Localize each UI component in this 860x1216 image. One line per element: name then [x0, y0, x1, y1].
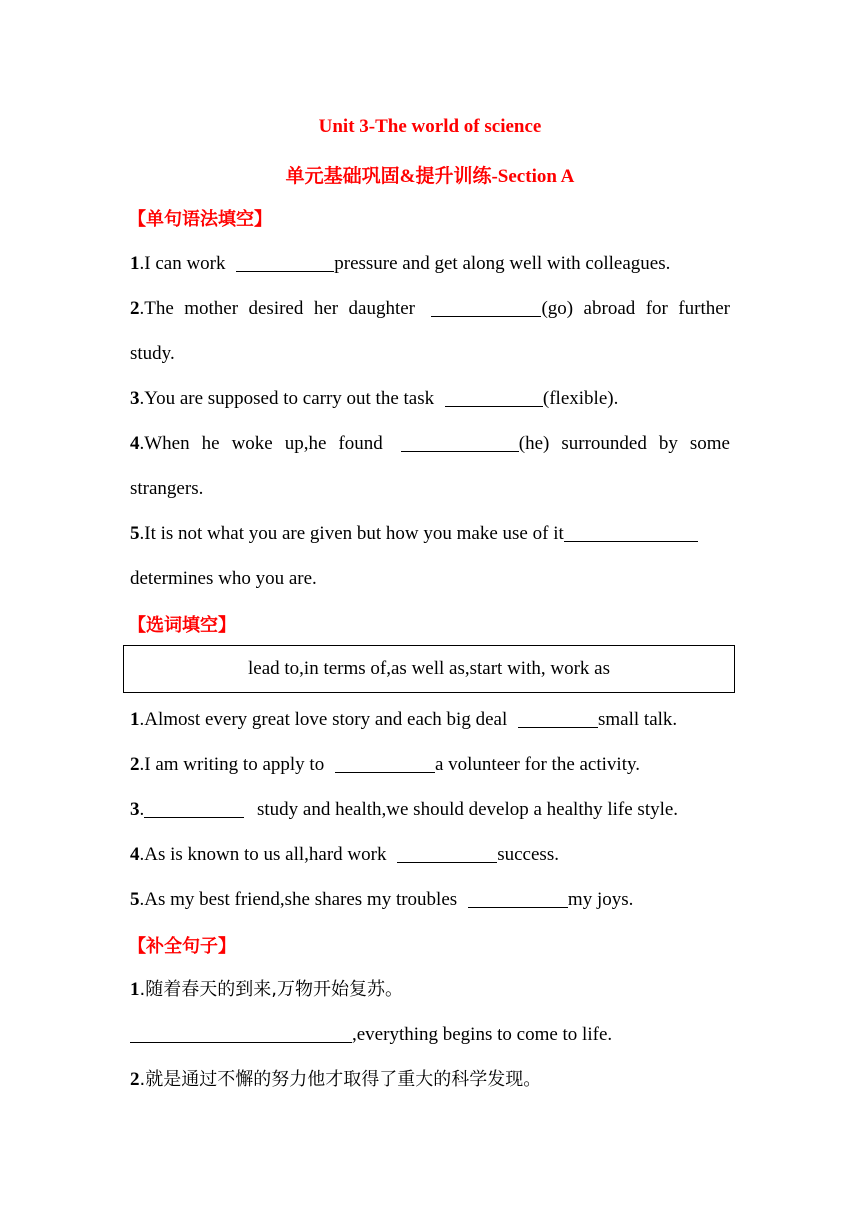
grammar-question-2-continued: study.	[130, 343, 175, 364]
answer-blank[interactable]	[144, 799, 244, 818]
grammar-question-4	[130, 432, 730, 456]
question-number: 2	[130, 298, 140, 319]
grammar-question-2	[130, 297, 730, 321]
document-title: Unit 3-The world of science	[318, 116, 542, 137]
word-bank-text: lead to,in terms of,as well as,start with, work as	[248, 658, 610, 679]
question-text: .When he woke up,he found	[139, 433, 395, 454]
answer-blank[interactable]	[397, 844, 497, 863]
question-number: 2	[130, 1069, 140, 1090]
word-question-5	[130, 888, 730, 912]
sentence-question-1-answer	[130, 1023, 730, 1047]
question-text: .The mother desired her daughter	[139, 298, 426, 319]
question-chinese-text: .随着春天的到来,万物开始复苏。	[139, 979, 403, 1000]
document-subtitle: 单元基础巩固&提升训练-Section A	[285, 166, 575, 187]
answer-blank[interactable]	[130, 1024, 352, 1043]
answer-blank[interactable]	[445, 388, 543, 407]
question-number: 2	[130, 754, 140, 775]
answer-blank[interactable]	[518, 709, 598, 728]
sentence-question-1	[130, 978, 730, 1002]
question-chinese-text: .就是通过不懈的努力他才取得了重大的科学发现。	[139, 1069, 542, 1090]
question-number: 3	[130, 388, 140, 409]
question-number: 4	[130, 433, 140, 454]
answer-blank[interactable]	[236, 253, 334, 272]
section-heading-grammar: 【单句语法填空】	[128, 209, 272, 230]
sentence-question-2	[130, 1068, 730, 1092]
word-question-1	[130, 708, 730, 732]
question-text: pressure and get along well with colleagues.	[334, 253, 671, 274]
question-number: 1	[130, 979, 140, 1000]
question-text: .I am writing to apply to	[139, 754, 329, 775]
question-text: (flexible).	[542, 388, 619, 409]
question-number: 5	[130, 889, 140, 910]
question-text: small talk.	[598, 709, 678, 730]
question-text: success.	[497, 844, 559, 865]
answer-blank[interactable]	[335, 754, 435, 773]
question-text: my joys.	[567, 889, 634, 910]
grammar-question-3	[130, 387, 730, 411]
answer-blank[interactable]	[431, 298, 541, 317]
question-text: .I can work	[139, 253, 231, 274]
word-question-3	[130, 798, 730, 822]
grammar-question-5	[130, 522, 730, 546]
question-number: 4	[130, 844, 140, 865]
word-bank-box	[123, 645, 735, 693]
question-number: 1	[130, 253, 140, 274]
grammar-question-4-continued: strangers.	[130, 478, 204, 499]
word-question-4	[130, 843, 730, 867]
answer-blank[interactable]	[564, 523, 698, 542]
question-text: study and health,we should develop a healthy life style.	[252, 799, 679, 820]
question-number: 1	[130, 709, 140, 730]
question-text: a volunteer for the activity.	[434, 754, 641, 775]
question-text: .Almost every great love story and each big deal	[139, 709, 512, 730]
question-text: (he) surrounded by some	[518, 433, 730, 454]
question-text: .	[139, 799, 145, 820]
question-text: .You are supposed to carry out the task	[139, 388, 439, 409]
question-text: ,everything begins to come to life.	[352, 1024, 613, 1045]
question-text: .As my best friend,she shares my troubles	[139, 889, 462, 910]
question-number: 5	[130, 523, 140, 544]
question-number: 3	[130, 799, 140, 820]
question-text: .It is not what you are given but how you make use of it	[139, 523, 564, 544]
answer-blank[interactable]	[468, 889, 568, 908]
question-text: .As is known to us all,hard work	[139, 844, 392, 865]
question-text: (go) abroad for further	[541, 298, 730, 319]
grammar-question-1	[130, 252, 730, 276]
word-question-2	[130, 753, 730, 777]
grammar-question-5-continued: determines who you are.	[130, 568, 317, 589]
section-heading-word-choice: 【选词填空】	[128, 615, 236, 636]
answer-blank[interactable]	[401, 433, 519, 452]
section-heading-sentence-completion: 【补全句子】	[128, 936, 236, 957]
